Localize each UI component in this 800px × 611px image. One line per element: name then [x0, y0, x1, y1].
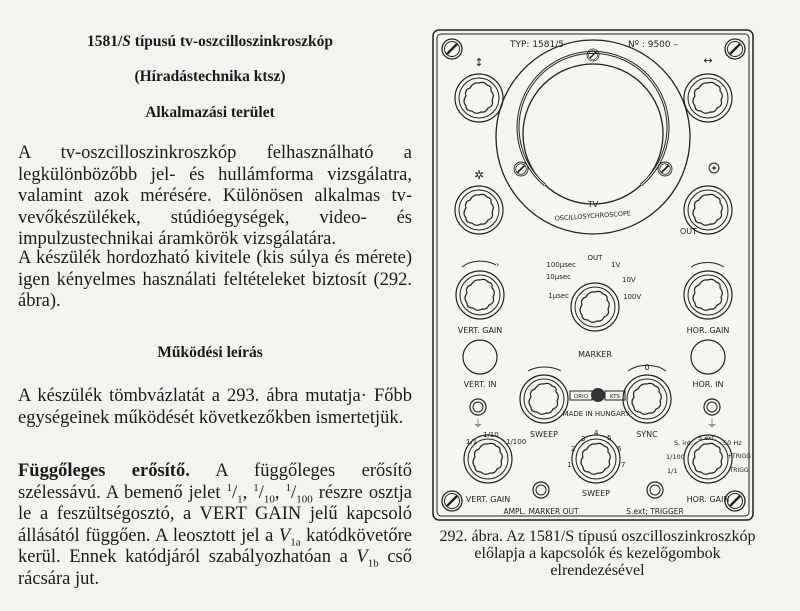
- hor-in-label: HOR. IN: [692, 380, 724, 389]
- section-heading-application: Alkalmazási terület: [145, 104, 275, 121]
- text-part: A függőleges erősítő szélessávú. A bemenő jelet: [18, 461, 412, 503]
- paragraph-application: A tv-oszcilloszinkroszkóp felhasználható a legkülönbözőbb jel- és hullámforma vizsgálatra, valamint azok mérésére. Különösen alkalmas tv-vevőkészülékek, stúdióegységek, video- és impulzustechnikai áramkörök vizsgálatára.: [18, 143, 412, 249]
- paragraph-portable: A készülék hordozható kivitele (kis súlya és mérete) igen kényelmes használati feltételeket biztosít (292. ábra).: [18, 248, 412, 311]
- screw-icon: [442, 39, 462, 59]
- ampl-marker-out-label: AMPL. MARKER OUT: [503, 507, 579, 516]
- title-rest: típusú tv-oszcilloszinkroszkóp: [130, 33, 334, 50]
- serial-label: Nº : 9500 –: [628, 40, 678, 50]
- document-title: [0, 33, 420, 51]
- screen-label-model: OSCILLOSYCHROSCOPE: [554, 209, 632, 223]
- fraction-den: 1: [237, 493, 243, 506]
- sweep-position: 1: [567, 461, 572, 469]
- screen-label-tv: TV: [587, 200, 599, 209]
- trigger-label: S.ext; TRIGGER: [626, 507, 684, 516]
- ground-icon: ⏚: [707, 419, 717, 430]
- text-part: katódkövetőre kerül. Ennek katódjáról szabályozhatóan a: [18, 525, 413, 567]
- marker-position-label: 1µsec: [548, 292, 569, 300]
- paragraph-block-diagram: A készülék tömbvázlatát a 293. ábra mutatja· Főbb egységeinek működését következőkben ismertetjük.: [18, 386, 412, 428]
- brightness-icon: ✲: [473, 168, 485, 182]
- text-part: cső rácsára jut.: [18, 547, 412, 589]
- sweep-upper-label: SWEEP: [530, 430, 558, 439]
- hor-gain-switch-label: HOR. GAIN: [686, 495, 730, 504]
- marker-position-label: 10V: [622, 276, 636, 284]
- fraction-den: 10: [263, 493, 275, 506]
- vert-gain-label: VERT. GAIN: [457, 326, 503, 335]
- vert-in-label: VERT. IN: [463, 380, 497, 389]
- marker-position-label: 100µsec: [546, 261, 576, 269]
- hor-gain-label: HOR. GAIN: [686, 326, 730, 335]
- vert-gain-switch-label: VERT. GAIN: [465, 495, 511, 504]
- hor-gain-position: S. int.: [674, 439, 693, 447]
- marker-position-label: 100V: [623, 293, 642, 301]
- vertical-position-icon: ↕: [474, 56, 484, 69]
- type-label: TYP: 1581/5: [510, 40, 564, 50]
- hor-gain-position: 1/1: [667, 467, 678, 475]
- svg-text:ORIO: ORIO: [573, 394, 589, 400]
- rotate-arrow-icon: ›: [496, 260, 500, 269]
- vert-gain-position: 1/1: [466, 438, 478, 446]
- manufacturer-heading: (Híradástechnika ktsz): [134, 68, 286, 85]
- title-model-italic: S: [122, 33, 131, 50]
- figure-caption: 292. ábra. Az 1581/S típusú oszcilloszinkroszkóp előlapja a kapcsolók és kezelőgombok elrendezésével: [439, 528, 756, 579]
- screw-icon: [442, 491, 462, 511]
- text-part: részre osztja le a feszültségosztó, a VERT GAIN jelű kapcsoló állásától függően. A leosztott jel a: [18, 482, 413, 546]
- marker-position-label: OUT: [587, 254, 603, 262]
- fraction-num: 1: [226, 481, 232, 494]
- vert-gain-position: 1/10: [483, 431, 499, 439]
- screw-icon: [587, 49, 599, 61]
- tube-symbol: V: [278, 525, 291, 546]
- term-vertical-amplifier: Függőleges erősítő.: [18, 461, 190, 481]
- section-heading-operation: Működési leírás: [157, 344, 263, 361]
- hor-gain-position: 50 Hz: [723, 439, 742, 447]
- hor-gain-position: +TRIGG: [727, 453, 751, 460]
- ground-icon: ⏚: [473, 419, 483, 430]
- sweep-position: 4: [594, 429, 599, 437]
- marker-label: MARKER: [578, 350, 612, 359]
- tube-subscript: 1a: [290, 536, 301, 549]
- fraction-num: 1: [253, 481, 259, 494]
- sweep-position: 5: [607, 434, 612, 442]
- front-panel-figure: [430, 27, 756, 523]
- sync-zero-label: 0: [644, 363, 650, 372]
- svg-text:KTS: KTS: [609, 394, 621, 400]
- sync-label: SYNC: [636, 430, 658, 439]
- marker-position-label: 10µsec: [545, 273, 571, 281]
- title-model: 1581/: [86, 33, 123, 50]
- tube-subscript: 1b: [367, 557, 379, 570]
- sweep-position: 7: [621, 461, 626, 469]
- sweep-position: 3: [581, 435, 586, 443]
- vert-gain-position: 1/100: [506, 438, 527, 446]
- made-in-label: MADE IN HUNGARY: [562, 410, 630, 418]
- hor-gain-position: -TRIGG: [728, 467, 749, 474]
- fraction-den: 100: [296, 493, 313, 506]
- hor-gain-position: 1/100: [666, 453, 685, 461]
- out-label: OUT: [680, 227, 698, 236]
- sweep-switch-label: SWEEP: [582, 489, 610, 498]
- tube-symbol: V: [356, 547, 368, 567]
- sweep-position: 2: [571, 445, 576, 453]
- paragraph-vertical-amplifier: Függőleges erősítő. A függőleges erősítő szélessávú. A bemenő jelet $^1/_1$, $^1/_{10}$, $^1/_{100}$ részre osztja le a feszültségosztó, a VERT GAIN jelű kapcsoló állásától függően. A leosztott jel a $V_{1a}$ katódkövetőre kerül. Ennek katódjáról szabályozhatóan a $V_{1b}$ cső rácsára jut.: [18, 461, 413, 589]
- horizontal-position-icon: ↔: [703, 54, 713, 67]
- marker-position-label: 1V: [611, 261, 621, 269]
- fraction-num: 1: [285, 481, 292, 494]
- screw-icon: [725, 39, 745, 59]
- hor-gain-position: S.ext.: [698, 434, 717, 442]
- sweep-position: 6: [617, 445, 622, 453]
